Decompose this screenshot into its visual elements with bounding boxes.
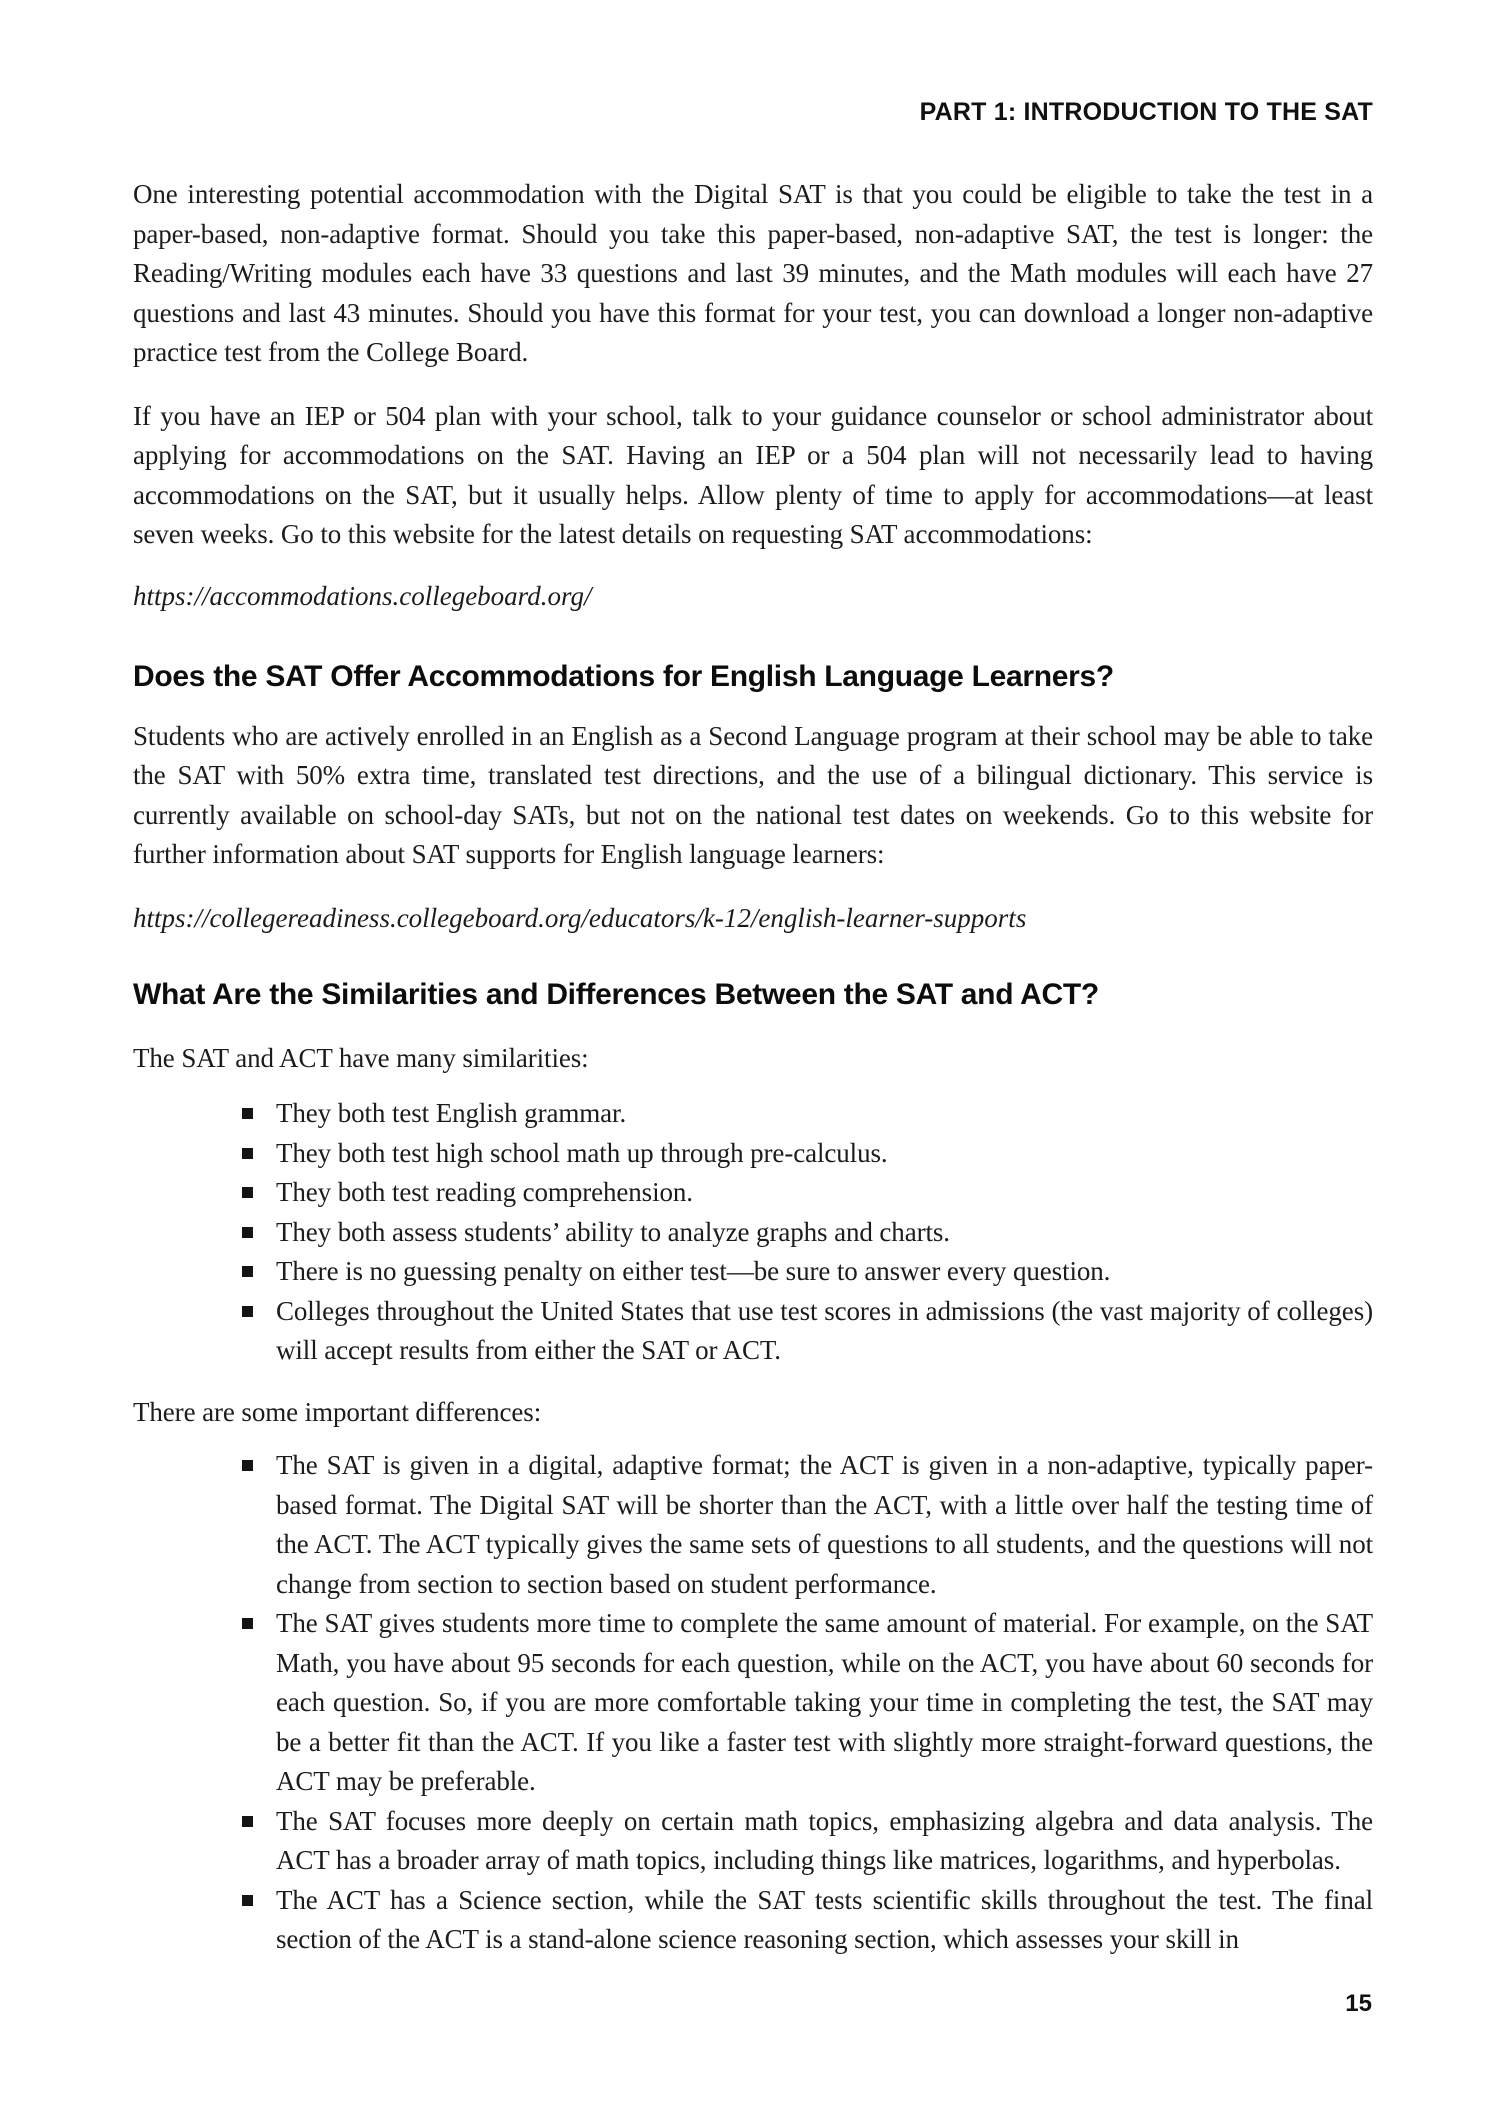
page-content (133, 0, 1373, 1960)
paragraph-paper-based-accommodation: One interesting potential accommodation with the Digital SAT is that you could be eligible to take the test in a paper-based, non-adaptive format. Should you take this paper-based, non-adaptive SAT, the test is longer: the Reading/Writing modules each have 33 questions and last 39 minutes, and the Math modules will each have 27 questions and last 43 minutes. Should you have this format for your test, you can download a longer non-adaptive practice test from the College Board. (133, 179, 1373, 367)
paragraph-iep-504-plan: If you have an IEP or 504 plan with your school, talk to your guidance counselor or school administrator about applying for accommodations on the SAT. Having an IEP or a 504 plan will not necessarily lead to having accommodations on the SAT, but it usually helps. Allow plenty of time to apply for accommodations—at least seven weeks. Go to this website for the latest details on requesting SAT accommodations: (133, 400, 1373, 549)
bullet-square-icon (242, 1816, 253, 1827)
bullet-square-icon (242, 1227, 253, 1238)
list-item-text: The ACT has a Science section, while the SAT tests scientific skills throughout the test. The final section of the ACT is a stand-alone science reasoning section, which assesses your skill in (276, 1884, 1373, 1954)
paragraph-ell-supports: Students who are actively enrolled in an English as a Second Language program at their school may be able to take the SAT with 50% extra time, translated test directions, and the use of a bilingual dictionary. This service is currently available on school-day SATs, but not on the national test dates on weekends. Go to this website for further information about SAT supports for English language learners: (133, 720, 1373, 869)
list-item (133, 1134, 1373, 1174)
list-item-text: The SAT gives students more time to complete the same amount of material. For example, on the SAT Math, you have about 95 seconds for each question, while on the ACT, you have about 60 seconds for each question. So, if you are more comfortable taking your time in completing the test, the SAT may be a better fit than the ACT. If you like a faster test with slightly more straight-forward questions, the ACT may be preferable. (276, 1608, 1373, 1796)
list-item-text: They both test English grammar. (276, 1098, 627, 1128)
bullet-square-icon (242, 1618, 253, 1629)
list-item-text: There is no guessing penalty on either test—be sure to answer every question. (276, 1256, 1111, 1286)
running-header: PART 1: INTRODUCTION TO THE SAT (919, 98, 1373, 126)
list-item (133, 1173, 1373, 1213)
bullet-square-icon (242, 1306, 253, 1317)
list-item-text: They both assess students’ ability to analyze graphs and charts. (276, 1216, 950, 1247)
differences-intro: There are some important differences: (133, 1396, 542, 1427)
list-item (133, 1604, 1373, 1802)
list-item (133, 1094, 1373, 1134)
list-item (133, 1802, 1373, 1881)
bullet-square-icon (242, 1108, 253, 1119)
list-item (133, 1252, 1373, 1292)
accommodations-url-text: https://accommodations.collegeboard.org/ (133, 580, 592, 611)
heading-ell-accommodations: Does the SAT Offer Accommodations for English Language Learners? (133, 660, 1114, 693)
list-item (133, 1446, 1373, 1604)
similarities-intro: The SAT and ACT have many similarities: (133, 1042, 589, 1073)
list-item-text: They both test high school math up through pre-calculus. (276, 1137, 888, 1168)
list-item-text: Colleges throughout the United States that use test scores in admissions (the vast majority of colleges) will accept results from either the SAT or ACT. (276, 1295, 1373, 1365)
list-item (133, 1881, 1373, 1960)
list-item (133, 1292, 1373, 1371)
page-number: 15 (1345, 1990, 1372, 2017)
heading-sat-act-comparison: What Are the Similarities and Differences Between the SAT and ACT? (133, 978, 1099, 1011)
list-item-text: The SAT is given in a digital, adaptive format; the ACT is given in a non-adaptive, typically paper-based format. The Digital SAT will be shorter than the ACT, with a little over half the testing time of the ACT. The ACT typically gives the same sets of questions to all students, and the questions will not change from section to section based on student performance. (276, 1450, 1373, 1599)
list-item-text: They both test reading comprehension. (276, 1177, 693, 1207)
differences-list (133, 1446, 1373, 1960)
english-learner-url-text: https://collegereadiness.collegeboard.org/educators/k-12/english-learner-supports (133, 902, 1027, 933)
bullet-square-icon (242, 1895, 253, 1906)
bullet-square-icon (242, 1187, 253, 1198)
list-item (133, 1213, 1373, 1253)
bullet-square-icon (242, 1148, 253, 1159)
bullet-square-icon (242, 1266, 253, 1277)
similarities-list (133, 1094, 1373, 1371)
list-item-text: The SAT focuses more deeply on certain math topics, emphasizing algebra and data analysis. The ACT has a broader array of math topics, including things like matrices, logarithms, and hyperbolas. (276, 1805, 1373, 1875)
bullet-square-icon (242, 1460, 253, 1471)
